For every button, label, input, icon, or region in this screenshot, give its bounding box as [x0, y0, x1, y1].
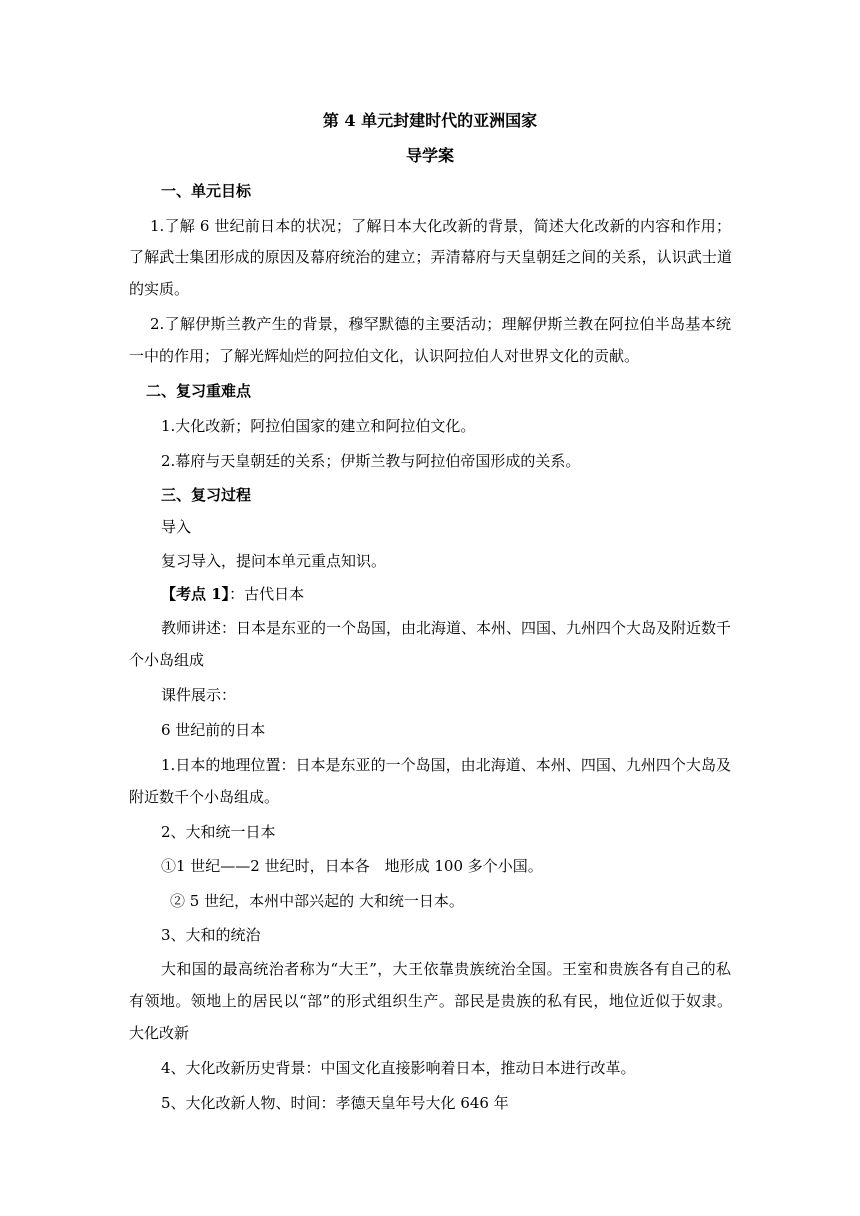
text-line: 大化改新 [129, 1024, 190, 1042]
text-line: 5、大化改新人物、时间：孝德天皇年号大化 646 年 [161, 1094, 509, 1112]
paragraph-line: 一中的作用；了解光辉灿烂的阿拉伯文化，认识阿拉伯人对世界文化的贡献。 [129, 347, 640, 365]
text-line: ② 5 世纪，本州中部兴起的 大和统一日本。 [170, 892, 464, 910]
kaodian-line [161, 584, 304, 604]
paragraph-line: 大和国的最高统治者称为“大王”，大王依靠贵族统治全国。王室和贵族各有自己的私 [161, 960, 731, 978]
paragraph-line: 1.日本的地理位置：日本是东亚的一个岛国，由北海道、本州、四国、九州四个大岛及 [161, 756, 731, 774]
text-line: 3、大和的统治 [161, 926, 261, 944]
text-line: 6 世纪前的日本 [161, 721, 266, 739]
list-item: 1.大化改新；阿拉伯国家的建立和阿拉伯文化。 [161, 417, 476, 435]
text-line: ①1 世纪——2 世纪时，日本各 地形成 100 多个小国。 [161, 857, 543, 875]
section-heading-1: 一、单元目标 [161, 182, 252, 200]
paragraph-line: 教师讲述：日本是东亚的一个岛国，由北海道、本州、四国、九州四个大岛及附近数千 [161, 619, 732, 637]
paragraph-line: 2.了解伊斯兰教产生的背景，穆罕默德的主要活动；理解伊斯兰教在阿拉伯半岛基本统 [150, 315, 731, 333]
text-line: 导入 [161, 518, 192, 536]
text-line: 课件展示： [161, 686, 237, 704]
paragraph-line: 附近数千个小岛组成。 [129, 788, 280, 806]
section-heading-3: 三、复习过程 [161, 486, 252, 504]
paragraph-line: 的实质。 [129, 280, 190, 298]
list-item: 2.幕府与天皇朝廷的关系；伊斯兰教与阿拉伯帝国形成的关系。 [161, 452, 581, 470]
paragraph-line: 了解武士集团形成的原因及幕府统治的建立；弄清幕府与天皇朝廷之间的关系，认识武士道 [129, 248, 732, 266]
paragraph-line: 1.了解 6 世纪前日本的状况；了解日本大化改新的背景，简述大化改新的内容和作用； [150, 217, 731, 235]
paragraph-line: 有领地。领地上的居民以“部”的形式组织生产。部民是贵族的私有民，地位近似于奴隶。 [129, 992, 732, 1010]
paragraph-line: 个小岛组成 [129, 651, 205, 669]
text-line: 4、大化改新历史背景：中国文化直接影响着日本，推动日本进行改革。 [161, 1059, 636, 1077]
section-heading-2: 二、复习重难点 [146, 382, 252, 400]
document-title: 第 4 单元封建时代的亚洲国家 [322, 111, 538, 130]
kaodian-label: 【考点 1】 [161, 585, 230, 603]
document-subtitle: 导学案 [405, 146, 454, 165]
text-line: 2、大和统一日本 [161, 823, 276, 841]
kaodian-text: ：古代日本 [229, 585, 305, 603]
text-line: 复习导入，提问本单元重点知识。 [161, 552, 387, 570]
